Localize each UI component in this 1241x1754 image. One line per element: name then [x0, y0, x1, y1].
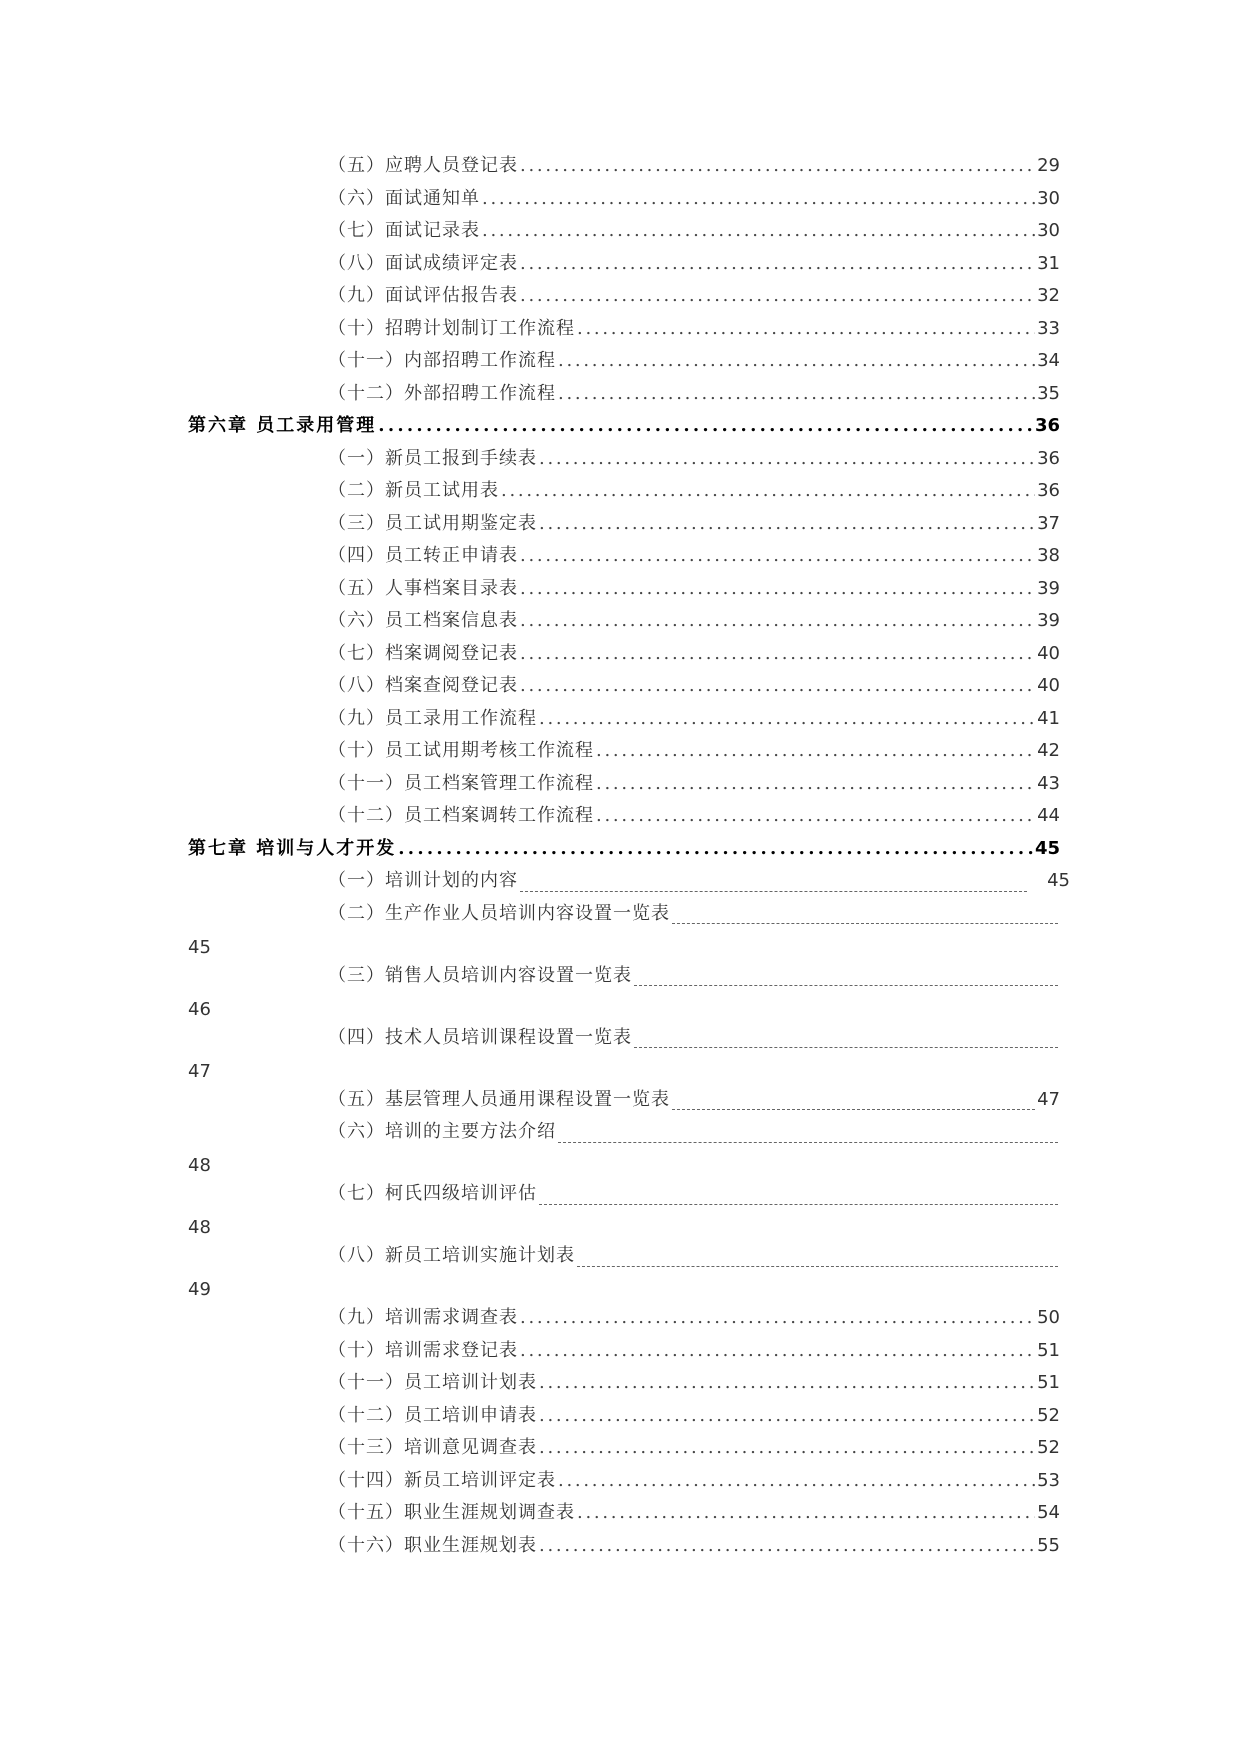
toc-entry[interactable]: [188, 898, 1060, 960]
toc-entry[interactable]: [188, 215, 1060, 248]
toc-page-number: 41: [1037, 707, 1060, 729]
toc-page-number: 36: [1034, 415, 1060, 436]
toc-entry-line: [188, 833, 1060, 866]
toc-entry-title: （四）员工转正申请表: [328, 545, 518, 566]
toc-entry-title: （六）员工档案信息表: [328, 610, 518, 631]
toc-entry-title: （一）新员工报到手续表: [328, 447, 537, 469]
toc-entry-line: [328, 573, 1060, 606]
toc-entry[interactable]: [188, 443, 1060, 476]
toc-page-number: 33: [1037, 317, 1060, 339]
toc-entry-title: （四）技术人员培训课程设置一览表: [328, 1026, 632, 1048]
toc-leader: [539, 508, 1035, 541]
toc-entry-line: [328, 768, 1060, 801]
toc-page-number: 29: [1037, 155, 1060, 176]
toc-entry-line: [328, 1465, 1060, 1498]
toc-entry[interactable]: [188, 248, 1060, 281]
toc-leader: [596, 768, 1035, 801]
toc-entry-line: [328, 1240, 1060, 1273]
toc-entry-title: （二）生产作业人员培训内容设置一览表: [328, 902, 670, 924]
toc-page-number: 48: [188, 1155, 211, 1176]
toc-page-number: 44: [1037, 805, 1060, 826]
toc-page-number: 43: [1037, 772, 1060, 794]
toc-chapter-entry[interactable]: [188, 833, 1060, 866]
toc-entry-title: （十）培训需求登记表: [328, 1339, 518, 1361]
toc-entry[interactable]: [188, 475, 1060, 508]
toc-entry-line: [328, 508, 1060, 541]
toc-entry[interactable]: [188, 280, 1060, 313]
toc-page-number: 42: [1037, 740, 1060, 761]
toc-entry-line: [328, 638, 1060, 671]
toc-entry[interactable]: [188, 1400, 1060, 1433]
toc-entry-line: [328, 898, 1060, 931]
toc-entry-title: （五）人事档案目录表: [328, 577, 518, 599]
toc-entry-title: （二）新员工试用表: [328, 480, 499, 501]
toc-page-number: 54: [1037, 1502, 1060, 1523]
toc-entry[interactable]: [188, 150, 1060, 183]
toc-entry-line: [328, 1084, 1060, 1117]
toc-entry-line: [328, 248, 1060, 281]
toc-leader: [558, 378, 1035, 411]
toc-page-number: 45: [1034, 837, 1060, 859]
toc-entry[interactable]: [188, 865, 1070, 898]
toc-entry-title: （十一）员工档案管理工作流程: [328, 772, 594, 794]
toc-entry-line: [328, 183, 1060, 216]
toc-page-number: 49: [188, 1279, 211, 1300]
toc-entry-line: [328, 345, 1060, 378]
toc-entry-title: （十四）新员工培训评定表: [328, 1469, 556, 1491]
toc-leader: [501, 475, 1035, 508]
toc-entry-line: [328, 1178, 1060, 1211]
toc-leader: [520, 150, 1035, 183]
toc-leader: [482, 183, 1035, 216]
toc-entry[interactable]: [188, 960, 1060, 1022]
toc-page-number: 39: [1037, 610, 1060, 631]
toc-page-number: 32: [1037, 285, 1060, 306]
toc-entry-line: [328, 443, 1060, 476]
toc-entry[interactable]: [188, 1465, 1060, 1498]
toc-entry-title: （十六）职业生涯规划表: [328, 1534, 537, 1556]
toc-entry[interactable]: [188, 670, 1060, 703]
toc-entry-line: [328, 1367, 1060, 1400]
toc-entry-line: [328, 1116, 1060, 1149]
toc-entry-title: （十三）培训意见调查表: [328, 1437, 537, 1458]
toc-entry[interactable]: [188, 1084, 1060, 1117]
toc-page-number: 40: [1037, 642, 1060, 664]
toc-entry-line: [328, 605, 1060, 638]
toc-entry-line: [328, 1022, 1060, 1055]
toc-leader: [520, 638, 1035, 671]
toc-entry-title: （十五）职业生涯规划调查表: [328, 1502, 575, 1523]
toc-entry-title: （五）基层管理人员通用课程设置一览表: [328, 1088, 670, 1110]
toc-page-number: 48: [188, 1217, 211, 1238]
toc-entry[interactable]: [188, 1335, 1060, 1368]
toc-entry-line: [328, 1432, 1060, 1465]
toc-entry-title: （十）招聘计划制订工作流程: [328, 317, 575, 339]
toc-leader: [577, 1497, 1035, 1530]
toc-page-number: 38: [1037, 545, 1060, 566]
toc-entry-title: （九）培训需求调查表: [328, 1307, 518, 1328]
toc-entry-line: [328, 1400, 1060, 1433]
toc-entry-line: [328, 313, 1060, 346]
toc-entry-title: 第七章 培训与人才开发: [188, 837, 397, 859]
toc-page-number: 50: [1037, 1307, 1060, 1328]
toc-entry-line: [328, 1530, 1060, 1563]
toc-entry-line: [328, 865, 1070, 898]
toc-page-number: 45: [188, 936, 211, 958]
toc-leader: [577, 1266, 1058, 1267]
toc-page-number: 40: [1037, 675, 1060, 696]
toc-leader: [520, 248, 1035, 281]
toc-entry[interactable]: [188, 638, 1060, 671]
toc-page-number: 52: [1037, 1437, 1060, 1458]
toc-leader: [634, 1047, 1058, 1048]
toc-entry-title: （八）档案查阅登记表: [328, 675, 518, 696]
toc-entry[interactable]: [188, 540, 1060, 573]
toc-leader: [577, 313, 1035, 346]
toc-entry-line: [328, 735, 1060, 768]
toc-entry-title: （七）面试记录表: [328, 220, 480, 241]
toc-entry[interactable]: [188, 735, 1060, 768]
toc-leader: [558, 345, 1035, 378]
toc-leader: [558, 1465, 1035, 1498]
toc-page-number: 47: [188, 1060, 211, 1082]
toc-entry-line: [188, 410, 1060, 443]
toc-entry[interactable]: [188, 1302, 1060, 1335]
toc-entry-title: （五）应聘人员登记表: [328, 155, 518, 176]
toc-entry-title: （九）员工录用工作流程: [328, 707, 537, 729]
toc-entry[interactable]: [188, 508, 1060, 541]
toc-page-number: 37: [1037, 512, 1060, 534]
toc-leader: [520, 1302, 1035, 1335]
toc-leader: [520, 670, 1035, 703]
toc-entry[interactable]: [188, 1530, 1060, 1563]
toc-entry[interactable]: [188, 605, 1060, 638]
toc-leader: [596, 800, 1035, 833]
toc-entry-title: （七）柯氏四级培训评估: [328, 1183, 537, 1204]
toc-leader: [634, 985, 1058, 986]
toc-page-number: 46: [188, 998, 211, 1020]
toc-page-number: 36: [1037, 480, 1060, 501]
toc-page-number: 39: [1037, 577, 1060, 599]
toc-entry[interactable]: [188, 1367, 1060, 1400]
toc-leader: [520, 280, 1035, 313]
toc-entry-line: [328, 1335, 1060, 1368]
toc-leader: [520, 1335, 1035, 1368]
toc-leader: [520, 540, 1035, 573]
toc-page-number: 52: [1037, 1404, 1060, 1426]
toc-entry[interactable]: [188, 573, 1060, 606]
toc-entry-line: [328, 150, 1060, 183]
toc-entry[interactable]: [188, 1240, 1060, 1302]
toc-entry[interactable]: [188, 703, 1060, 736]
toc-leader: [539, 1204, 1058, 1205]
toc-entry-line: [328, 215, 1060, 248]
toc-leader: [539, 1530, 1035, 1563]
toc-leader: [378, 410, 1033, 443]
toc-entry-title: （六）面试通知单: [328, 187, 480, 209]
toc-leader: [520, 605, 1035, 638]
toc-leader: [520, 573, 1035, 606]
toc-entry-line: [328, 703, 1060, 736]
toc-leader: [539, 1432, 1035, 1465]
toc-page-number: 47: [1037, 1088, 1060, 1110]
toc-entry[interactable]: [188, 1178, 1060, 1240]
toc-entry-title: （一）培训计划的内容: [328, 870, 518, 891]
toc-entry-title: （十）员工试用期考核工作流程: [328, 740, 594, 761]
toc-entry[interactable]: [188, 313, 1060, 346]
table-of-contents: [188, 150, 1070, 1562]
toc-entry[interactable]: [188, 1497, 1060, 1530]
toc-entry-title: （七）档案调阅登记表: [328, 642, 518, 664]
toc-entry-line: [328, 280, 1060, 313]
toc-leader: [539, 1367, 1035, 1400]
toc-entry-line: [328, 1302, 1060, 1335]
toc-entry-title: （三）销售人员培训内容设置一览表: [328, 964, 632, 986]
toc-entry[interactable]: [188, 378, 1060, 411]
toc-leader: [520, 891, 1027, 892]
toc-entry[interactable]: [188, 768, 1060, 801]
toc-leader: [539, 1400, 1035, 1433]
toc-page-number: 51: [1037, 1372, 1060, 1393]
toc-leader: [672, 923, 1058, 924]
toc-page-number: 35: [1037, 382, 1060, 404]
toc-entry-line: [328, 475, 1060, 508]
toc-page-number: 55: [1037, 1534, 1060, 1556]
toc-leader: [596, 735, 1035, 768]
toc-entry[interactable]: [188, 183, 1060, 216]
toc-page-number: 30: [1037, 220, 1060, 241]
toc-page-number: 51: [1037, 1339, 1060, 1361]
toc-entry-line: [328, 1497, 1060, 1530]
toc-entry-line: [328, 960, 1060, 993]
toc-page-number: 45: [1047, 870, 1070, 891]
toc-entry-line: [328, 540, 1060, 573]
toc-entry[interactable]: [188, 1022, 1060, 1084]
toc-page-number: 31: [1037, 252, 1060, 274]
toc-leader: [539, 703, 1035, 736]
toc-leader: [539, 443, 1035, 476]
toc-entry-line: [328, 800, 1060, 833]
toc-entry[interactable]: [188, 345, 1060, 378]
toc-entry-title: （十一）内部招聘工作流程: [328, 350, 556, 371]
toc-entry-title: （六）培训的主要方法介绍: [328, 1121, 556, 1142]
toc-entry[interactable]: [188, 1432, 1060, 1465]
toc-entry-title: （十二）员工培训申请表: [328, 1404, 537, 1426]
toc-entry-title: （九）面试评估报告表: [328, 285, 518, 306]
toc-leader: [558, 1142, 1058, 1143]
toc-page-number: 30: [1037, 187, 1060, 209]
toc-page-number: 53: [1037, 1469, 1060, 1491]
toc-page-number: 36: [1037, 447, 1060, 469]
toc-entry-line: [328, 378, 1060, 411]
toc-page-number: 34: [1037, 350, 1060, 371]
toc-entry-title: （八）新员工培训实施计划表: [328, 1245, 575, 1266]
toc-entry-title: 第六章 员工录用管理: [188, 415, 377, 436]
toc-entry-title: （十一）员工培训计划表: [328, 1372, 537, 1393]
toc-leader: [672, 1109, 1035, 1110]
toc-entry[interactable]: [188, 1116, 1060, 1178]
toc-leader: [482, 215, 1035, 248]
toc-entry[interactable]: [188, 800, 1060, 833]
toc-entry-title: （三）员工试用期鉴定表: [328, 512, 537, 534]
toc-entry-line: [328, 670, 1060, 703]
toc-entry-title: （八）面试成绩评定表: [328, 252, 518, 274]
toc-entry-title: （十二）外部招聘工作流程: [328, 382, 556, 404]
toc-entry-title: （十二）员工档案调转工作流程: [328, 805, 594, 826]
toc-leader: [398, 833, 1033, 866]
toc-chapter-entry[interactable]: [188, 410, 1060, 443]
